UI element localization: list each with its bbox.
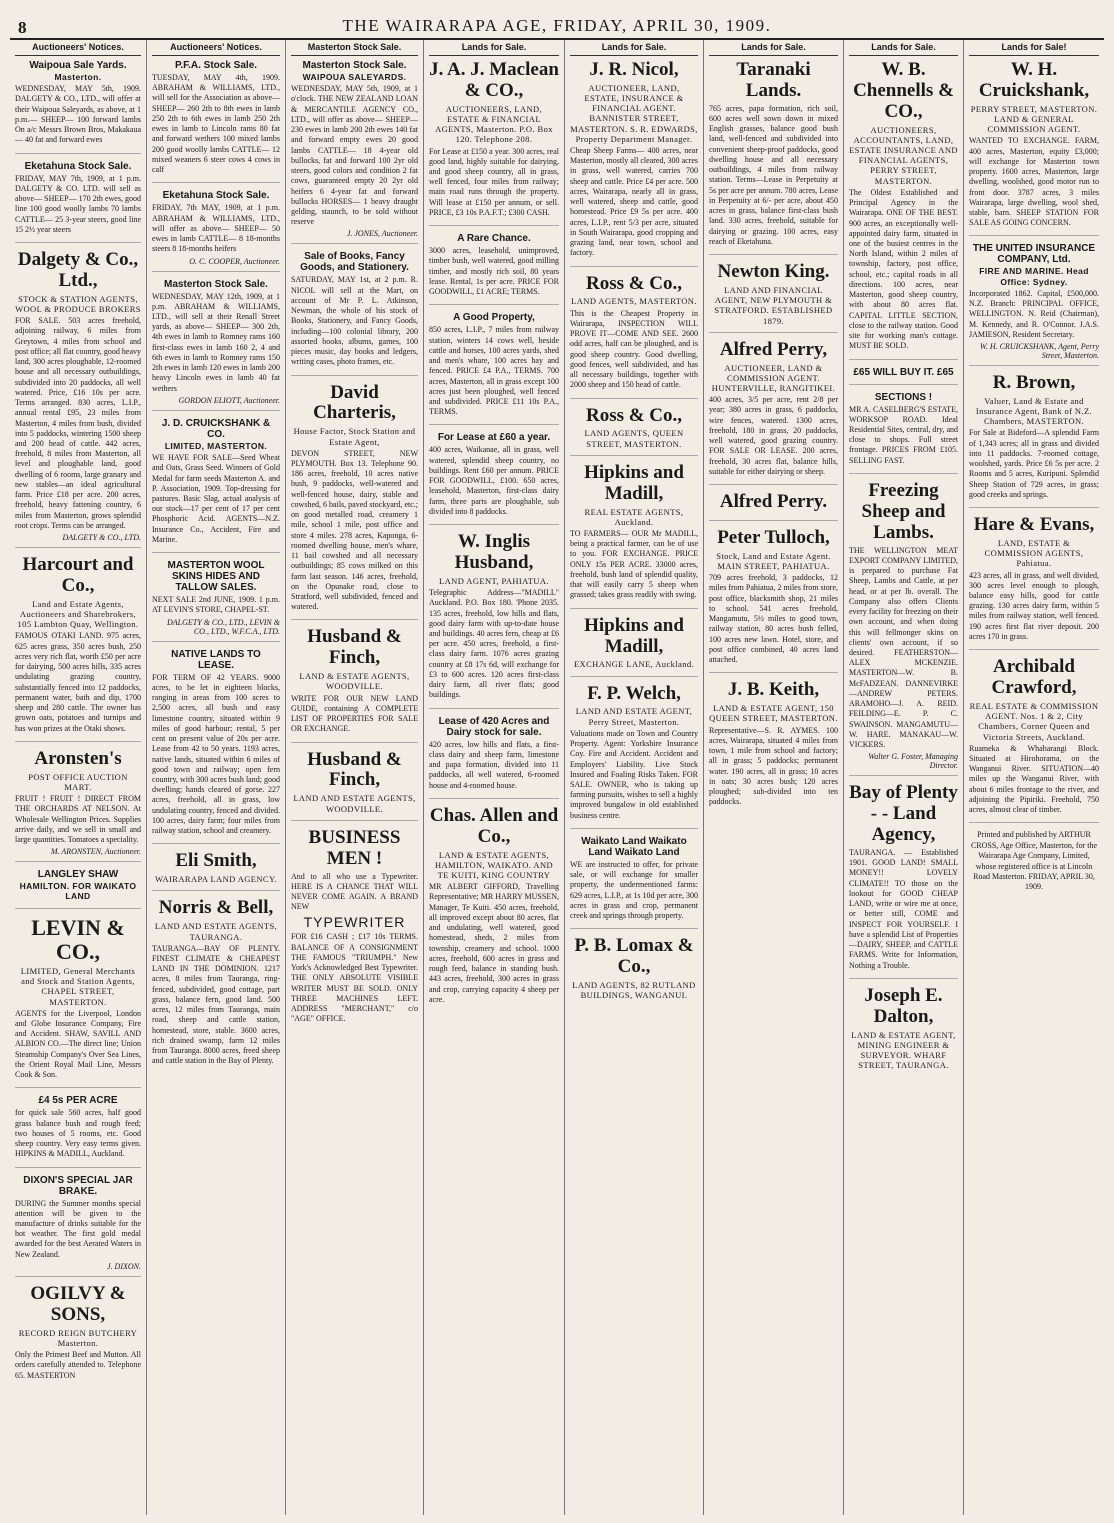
ad-body: TUESDAY, MAY 4th, 1909. ABRAHAM & WILLIAMS, LTD., will sell for the Association as above— SHEEP— 260 2th to 8th ewes in lamb 250 2th to 6th ewes in lamb 250 2th ewes in lamb to Lincoln rams 80 fat and forward wethers 100 mixed lambs 200 good woolly lambs CATTLE— 12 mixed weaners 6 steer cows 4 cows in calf (152, 73, 280, 175)
advertisement (709, 340, 838, 485)
advertisement (969, 515, 1099, 650)
advertisement (849, 481, 958, 776)
ad-title: NATIVE LANDS TO LEASE. (171, 648, 261, 671)
advertisement (15, 1175, 141, 1277)
ad-title: LANGLEY SHAW (37, 869, 119, 881)
advertisement (709, 262, 838, 333)
ad-title: Archibald Crawford, (991, 656, 1077, 699)
ad-signature: W. H. CRUICKSHANK, Agent, Perry Street, Masterton. (979, 342, 1099, 360)
advertisement (291, 60, 418, 244)
ad-subtitle: LAND AND ESTATE AGENTS, TAURANGA. (154, 921, 278, 942)
ad-subtitle: AUCTIONEER, LAND & COMMISSION AGENT. HUNTERVILLE, RANGITIKEI. (711, 362, 836, 393)
column-heading: Auctioneers' Notices. (152, 40, 280, 56)
ad-body: For Lease at £150 a year. 300 acres, real good land, highly suitable for dairying, and good sheep country, all in grass, well fenced, four miles from railway; main road runs through the property. Will lease at £150 per annum, or sell. PRICE, £3 10s P.A.F.T.; £300 CASH. (429, 146, 559, 217)
ad-title: Peter Tulloch, (717, 526, 830, 548)
ad-title: W. B. Chennells & CO., (853, 59, 954, 122)
ad-title: £4 5s PER ACRE (38, 1095, 118, 1107)
ad-title: Eketahuna Stock Sale. (24, 160, 132, 172)
ad-title: LEVIN & CO., (31, 914, 125, 964)
column-1 (10, 40, 147, 1515)
ad-title: J. A. J. Maclean & CO., (429, 59, 559, 101)
ad-body: Incorporated 1862. Capital, £500,000. N.Z. Branch: PRINCIPAL OFFICE, WELLINGTON. N. Reid (Chairman), M. Kennedy, and R. O'Connor. J.A.S. JAMIESON, Resident Secretary. (969, 288, 1099, 339)
ad-body: DEVON STREET, NEW PLYMOUTH. Box 13. Telephone 90. 186 acres, freehold, 10 acres native bush, 9 paddocks, well-watered and well-fenced house, dairy, stable and cowshed, 6 bails, paved stockyard, etc.; on good metalled road, creamery 1 mile, school 1 mile, post office and store 4 miles. 278 acres, Kaponga, 6-roomed dwelling house, men's whare, 11 bail cowshed and all necessary outbuildings; 85 cows milked on this farm last season. 146 acres, freehold, on the Opunake road, close to Stratford, well subdivided, fenced and watered. (291, 448, 418, 612)
advertisement (570, 836, 698, 929)
advertisement (570, 274, 698, 399)
ad-body: WE are instructed to offer, for private sale, or will exchange for smaller property, the undermentioned farms: 629 acres, L.I.P., at 1s 10d per acre, 300 acres in grass and crop, permanent creek and springs through property. (570, 859, 698, 921)
ad-title: P.F.A. Stock Sale. (174, 60, 258, 71)
column-heading: Lands for Sale. (429, 40, 559, 56)
ad-body: 420 acres, low hills and flats, a first-class dairy and sheep farm, limestone and papa formation, divided into 11 paddocks, all well watered, 6-roomed house and 4-roomed house. (429, 739, 559, 790)
ad-title: BUSINESS MEN ! (308, 826, 401, 869)
advertisement (15, 555, 141, 742)
ad-body: 400 acres, Waikanae, all in grass, well watered, splendid sheep country, no buildings. Rent £60 per annum. PRICE FOR GOODWILL, £100. 650 acres, leasehold, Masterton, first-class dairy farm, three parts are ploughable, sub divided into 8 paddocks. (429, 445, 559, 516)
ad-subtitle: POST OFFICE AUCTION MART. (28, 771, 128, 792)
advertisement (849, 367, 958, 385)
ad-body: 765 acres, papa formation, rich soil, 600 acres well sown down in mixed English grasses, balance good bush land, well-fenced and subdivided into convenient sheep-proof paddocks, good dwelling house and all necessary outbuildings, 4 miles from railway station. Terms—Lease in Perpetuity at 5s per acre per annum. 780 acres, Lease in Perpetuity at 6/- per acre, about 450 acres in grass, balance first-class bush land. 330 acres, freehold, suitable for dairying or grazing. 100 acres, easy reach of Eketahuna. (709, 103, 838, 246)
column-3 (286, 40, 424, 1515)
advertisement (969, 60, 1099, 236)
advertisement (152, 649, 280, 845)
ad-body: AGENTS for the Liverpool, London and Globe Insurance Company, Fire and Accident. SHAW, SAVILL AND ALBION CO.—The direct line; Union Steamship Company's Over Sea Lines, the Orient Royal Mail Line, Messrs Cook & Son. (15, 1008, 141, 1080)
ad-body: 709 acres freehold, 3 paddocks, 12 miles from Pahiatua, 2 miles from store, post office, blacksmith shop, 21 miles to school. 541 acres freehold, Mangamutu, 5½ miles to good town, railway station, 80 acres bush felled, 100 acres new lawn. Hotel, store, and post office combined, 40 acres land attached. (709, 573, 838, 665)
ad-body: 423 acres, all in grass, and well divided, 300 acres level enough to plough, balance easy hills, good for cattle grazing. 130 acres dairy farm, within 5 miles from railway station, well fenced. 190 acres first flat river deposit. 200 acres 170 in grass. (969, 570, 1099, 641)
advertisement (570, 936, 698, 1006)
ad-subtitle: LAND AGENTS, MASTERTON. (571, 296, 697, 307)
advertisement (429, 233, 559, 305)
ad-title: Taranaki Lands. (736, 59, 811, 101)
ad-body: TAURANGA. — Established 1901. GOOD LAND! SMALL MONEY!! LOVELY CLIMATE!! TO those on the lookout for GOOD CHEAP LAND, write or wire me at once, or better still, COME and INSPECT FOR YOURSELF. I have a splendid List of Properties—DAIRY, SHEEP, and CATTLE FARMS. Write for Information, Nothing a Trouble. (849, 847, 958, 970)
advertisement (15, 916, 141, 1089)
ad-body: MR A. CASELBERG'S ESTATE, WORKSOP ROAD. Ideal Residential Sites, central, dry, and close to shops. Full street frontage. PRICES FROM £105. SELLING FAST. (849, 404, 959, 465)
ad-subtitle: AUCTIONEERS, ACCOUNTANTS, LAND, ESTATE INSURANCE AND FINANCIAL AGENTS, PERRY STREET, MASTERTON. (849, 124, 958, 186)
advertisement (152, 898, 280, 1073)
advertisement (15, 869, 141, 908)
ad-body: Only the Primest Beef and Mutton. All orders carefully attended to. Telephone 65. MASTERTON (15, 1350, 141, 1380)
ad-title: Harcourt and Co., (22, 554, 134, 596)
advertisement (429, 312, 559, 425)
advertisement (849, 783, 958, 978)
ad-body: Valuations made on Town and Country Property. Agent: Yorkshire Insurance Coy. Fire and Accident. Accident and Employers' Liability. Live Stock Insured and Foaling Risks Taken. FOR SALE. OWNER, who is taking up farming pursuits, wishes to sell a highly improved bungalow in old established business centre. (570, 728, 698, 820)
ad-subtitle: REAL ESTATE & COMMISSION AGENT. Nos. 1 & 2, City Chambers, Corner Queen and Victoria Streets, Auckland. (969, 700, 1099, 742)
ad-title: W. Inglis Husband, (454, 531, 534, 573)
ad-title: MASTERTON WOOL SKINS HIDES AND TALLOW SALES. (167, 560, 265, 594)
ad-subtitle: AUCTIONEER, LAND, ESTATE, INSURANCE & FINANCIAL AGENT. BANNISTER STREET, MASTERTON. S. R. EDWARDS, Property Department Manager. (570, 82, 698, 144)
ad-title: For Lease at £60 a year. (437, 432, 551, 444)
ad-subtitle: WAIPOUA SALEYARDS. (302, 72, 407, 82)
advertisement (429, 60, 559, 226)
ad-body: WANTED TO EXCHANGE. FARM, 400 acres, Masterton, equity £3,000; will exchange for Masterton town property. 1600 acres, Masterton, large dwelling, woolshed, good motor run to front door. 3787 acres, 3 miles Wairarapa, large dwelling, wool shed, stable, barn. SHEEP STATION FOR SALE AS GOING CONCERN. (969, 136, 1099, 228)
ad-subtitle: LAND AND FINANCIAL AGENT, NEW PLYMOUTH & STRATFORD. ESTABLISHED 1879. (714, 284, 833, 326)
ad-title: J. B. Keith, (727, 679, 820, 701)
advertisement (709, 680, 838, 814)
ad-body: WEDNESDAY, MAY 12th, 1909, at 1 p.m. ABRAHAM & WILLIAMS, LTD., will sell at their Renall Street yards, as above— SHEEP— 300 2th, 4th ewes in lamb to Romney rams 160 first-class ewes in lamb 160 2, 4 and 6th ewes in lamb to Romney rams 150 2th ewes in lamb 120 ewes in lamb 200 heavy Lincoln ewes in lamb 40 fat wethers (152, 291, 280, 393)
advertisement (152, 560, 280, 641)
advertisement (291, 750, 418, 821)
ad-body: FOR TERM OF 42 YEARS. 9000 acres, to be let in eighteen blocks, ranging in areas from 100 acres to 2,500 acres, all bush and easy limestone country, situated within 9 miles of good harbour; rental, 5 per cent on present value of 20s per acre. Lease from 42 to 50 years. 1193 acres, native lands, situated within 6 miles of good town and railway; open fern country, with 300 acres bush land; good dwelling; hands cleared of gorse. 227 acres, freehold, all in grass, low undulating country, fenced and divided. 100 acres, dairy farm; four miles from railway station, school and creamery. (152, 672, 280, 836)
ad-subtitle: House Factor, Stock Station and Estate Agent, (293, 426, 416, 447)
advertisement (429, 806, 559, 1012)
ad-body: FRUIT ! FRUIT ! DIRECT FROM THE ORCHARDS AT NELSON. At Wholesale Wellington Prices. Supplies arrive daily, and we sell in small and large quantities. Tomatoes a speciality. (15, 794, 141, 844)
ad-subtitle: Valuer, Land & Estate and Insurance Agent, Bank of N.Z. Chambers, MASTERTON. (975, 395, 1093, 427)
ad-signature: J. DIXON. (107, 1261, 141, 1271)
ad-subtitle: LAND & ESTATE AGENTS, HAMILTON, WAIKATO. AND TE KUITI, KING COUNTRY (434, 849, 554, 880)
ad-title: THE UNITED INSURANCE COMPANY, Ltd. (972, 243, 1096, 266)
ad-title: Norris & Bell, (158, 897, 274, 919)
advertisement (152, 418, 280, 553)
ad-subtitle: Masterton. (54, 72, 102, 82)
column-heading: Auctioneers' Notices. (15, 40, 141, 56)
ad-body: FRIDAY, 7th MAY, 1909, at 1 p.m. ABRAHAM & WILLIAMS, LTD., will offer as above— SHEEP— 50 ewes in lamb CATTLE— 8 18-months steers 8 18-months heifers (152, 203, 280, 254)
advertisement (15, 161, 141, 243)
ad-subtitle: STOCK & STATION AGENTS, WOOL & PRODUCE BROKERS (15, 293, 141, 314)
advertisement (291, 627, 418, 742)
ad-title: DIXON'S SPECIAL JAR BRAKE. (23, 1174, 133, 1197)
ad-body: FRIDAY, MAY 7th, 1909, at 1 p.m. DALGETY & CO. LTD. will sell as above— SHEEP— 170 2th ewes, good line 100 good woolly lambs 70 lambs CATTLE— 25 3-year steers, good line 15 2½ year steers (15, 173, 141, 234)
ad-title: £65 WILL BUY IT. £65 (853, 366, 954, 378)
ad-title: Alfred Perry. (719, 491, 828, 513)
ad-title: W. H. Cruickshank, (978, 59, 1090, 101)
ad-title: Eli Smith, (175, 850, 257, 872)
advertisement (969, 243, 1099, 366)
ad-title: Alfred Perry, (719, 338, 828, 360)
ad-body: 850 acres, L.I.P., 7 miles from railway station, winters 14 cows well, beside cattle and horses, 100 acres yards, shed and men's whare, 100 acres hay and fenced. PRICE £4 P.A., TERMS. 700 acres, Masterton, all in grass except 100 acres just been ploughed, well fenced and subdivided. PRICE £11 10s P.A., TERMS. (429, 325, 559, 417)
column-heading: Lands for Sale. (849, 40, 958, 56)
ad-title: Chas. Allen and Co., (429, 804, 559, 847)
ad-subtitle: Land and Estate Agents, Auctioneers and Sharebrokers, 105 Lambton Quay, Wellington. (17, 598, 139, 630)
column-7 (844, 40, 964, 1515)
ad-title: Waipoua Sale Yards. (29, 60, 127, 71)
ad-subtitle: LAND & ESTATE AGENT, 150 QUEEN STREET, MASTERTON. (709, 703, 838, 724)
page-number: 8 (18, 18, 27, 37)
ad-body: Cheap Sheep Farms— 400 acres, near Masterton, mostly all cleared, 300 acres in grass, well watered, carries 700 sheep and cattle. Price £4 per acre. 500 acres, Wairarapa, nearly all in grass, well watered, sheep and cattle, good homestead. Price £9 5s per acre. 400 acres, L.I.P., rent 5/3 per acre, situated in South Wairarapa, good cropping and grazing land, near town, school and factory. (570, 146, 698, 258)
ad-title: Husband & Finch, (307, 748, 402, 791)
ad-body: FOR SALE. 503 acres freehold, adjoining railway, 6 miles from Greytown, 4 miles from school and post office; all flat country, good heavy land, 300 acres ploughable, 12-roomed house and all necessary outbuildings, subdivided into 20 paddocks, all well watered. Price, £16 10s per acre. Terms arranged. 830 acres, L.I.P., annual rental £95, 23 miles from Masterton, 4 miles from bush, divided into 5 paddocks, wintering 1500 sheep and 200 head of cattle. 442 acres, freehold, 8 miles from Masterton, all level and ploughable land, good dwelling of 6 rooms, large granary and new stables—an ideal agricultural farm. Price £18 per acre. 200 acres, freehold, heavy fattening country, 6 miles from Masterton, grows splendid root crops. Terms can be arranged. (15, 316, 141, 530)
column-5 (565, 40, 704, 1515)
column-2 (147, 40, 286, 1515)
ad-body: WEDNESDAY, MAY 5th, 1909. DALGETY & CO., LTD., will offer at their Waipoua Saleyards, as above, at 1 p.m.— SHEEP— 100 forward lambs On a/c Messrs Brown Bros, Makakaua— 40 fat and forward ewes (15, 84, 141, 145)
ad-body: MR ALBERT GIFFORD, Travelling Representative; MR HARRY MUSSEN, Manager, Te Kuiti. 450 acres, freehold, all improved except about 80 acres, flat and undulating, well watered, good homestead, sheds, 2 miles from township, creamery and school. 1000 acres, freehold, 600 acres in grass and rough feed, balance in standing bush. 443 acres, freehold, 300 acres in grass and crop, carrying capacity 4 sheep per acre. (429, 882, 559, 1004)
ad-subtitle: PERRY STREET, MASTERTON. LAND & GENERAL COMMISSION AGENT. (970, 103, 1098, 135)
ad-body: This is the Cheapest Property in Wairarapa, INSPECTION WILL PROVE IT—COME AND SEE. 2600 odd acres, half can be ploughed, and is good sheep country. Good dwelling, good fences, well subdivided, and has all necessary buildings, together with 2000 sheep and 150 head of cattle. (570, 308, 698, 390)
ad-subtitle: LIMITED, MASTERTON. (164, 440, 268, 451)
advertisement (15, 749, 141, 862)
ad-body-continued: FOR £16 CASH ; £17 10s TERMS. BALANCE OF A CONSIGNMENT THE FAMOUS "TRIUMPH." New York's Acknowledged Best Typewriter. THE ONLY ABSOLUTE VISIBLE WRITER MUST BE SOLD. ONLY THREE MACHINES LEFT. ADDRESS "MERCHANT," c/o "AGE" OFFICE. (291, 932, 418, 1024)
ad-signature: O. C. COOPER, Auctioneer. (189, 256, 280, 266)
ad-title: Ross & Co., (585, 404, 683, 426)
ad-title: Ross & Co., (585, 272, 683, 294)
ad-body: 3000 acres, leasehold, unimproved, timber bush, well watered, good milling timber, and mostly rich soil, 80 years lease. Rental, 1s per acre. PRICE FOR GOODWILL, £1 ACRE; TERMS. (429, 246, 559, 297)
advertisement (570, 616, 698, 677)
advertisement (709, 60, 838, 255)
ad-title: Lease of 420 Acres and Dairy stock for sale. (438, 715, 550, 738)
advertisement (849, 60, 958, 360)
ad-body: SATURDAY, MAY 1st, at 2 p.m. R. NICOL will sell at the Mart, on account of Mr P. L. Atkinson, Newman, the whole of his stock of Books, Stationery, and Fancy Goods, including—100 colonial library, 200 assorted books, albums, games, 100 pieces music, day books and ledgers, writing cases, photo frames, etc. (291, 275, 418, 367)
advertisement (152, 60, 280, 183)
ad-subtitle: LAND & ESTATE AGENTS, WOODVILLE. (299, 671, 410, 692)
ad-body: TAURANGA—BAY OF PLENTY. FINEST CLIMATE & CHEAPEST LAND IN THE DOMINION. 1217 acres, 8 miles from Tauranga, ring-fenced, subdivided, good cottage, part grass, balance fern, good land. 500 acres, 12 miles from Tauranga, main road, sheep and cattle station, homestead, store, stable. 3600 acres, rich drained swamp, farm 12 miles from Tauranga. 8000 acres, freed sheep and cattle station in the Bay of Plenty. (152, 943, 280, 1066)
ad-body: FAMOUS OTAKI LAND. 975 acres, 625 acres grass, 350 acres bush, 250 acres very rich flat, worth £50 per acre for dairying, 500 acres hills, 335 acres undulating grazing country, substantially fenced into 12 paddocks, permanent water, bath and dip, 1700 sheep and 280 cattle. The owner has grown oats, potatoes and turnips and has won prizes at the Otaki shows. (15, 631, 141, 733)
column-heading: Lands for Sale. (570, 40, 698, 56)
ad-subtitle: LIMITED, General Merchants and Stock and Station Agents, CHAPEL STREET, MASTERTON. (20, 965, 136, 1007)
typewriter-heading: TYPEWRITER (303, 914, 406, 931)
column-6 (704, 40, 844, 1515)
ad-signature: DALGETY & CO., LTD. (62, 533, 141, 543)
advertisement (152, 279, 280, 411)
column-heading: Masterton Stock Sale. (291, 40, 418, 56)
column-heading: Lands for Sale! (969, 40, 1099, 56)
ad-title: Joseph E. Dalton, (864, 984, 943, 1027)
ad-subtitle: LAND AGENTS, 82 RUTLAND BUILDINGS, WANGANUI. (572, 980, 696, 1001)
advertisement (15, 1095, 141, 1167)
newspaper-title: THE WAIRARAPA AGE, FRIDAY, APRIL 30, 1909. (342, 16, 772, 35)
ad-subtitle: FIRE AND MARINE. Head Office: Sydney. (979, 266, 1089, 287)
ad-subtitle: EXCHANGE LANE, Auckland. (573, 659, 695, 670)
ad-title: OGILVY & SONS, (30, 1282, 126, 1325)
ad-body: NEXT SALE 2nd JUNE, 1909. 1 p.m. AT LEVIN'S STORE, CHAPEL-ST. (152, 595, 280, 615)
advertisement (570, 684, 698, 829)
ad-signature: Walter G. Foster, Managing Director. (868, 752, 958, 771)
ad-body: DURING the Summer months special attention will be given to the manufacture of drinks suitable for the hot weather. The first gold medal awarded for the best Aerated Waters in New Zealand. (15, 1198, 141, 1259)
advertisement (709, 528, 838, 673)
ad-title: SECTIONS ! (874, 391, 933, 403)
ad-title: A Rare Chance. (457, 233, 531, 245)
ad-subtitle: LAND AGENT, PAHIATUA. (439, 575, 549, 586)
ad-title: Bay of Plenty - - Land Agency, (849, 782, 958, 846)
advertisement (15, 250, 141, 548)
ad-body: Ruameka & Whaharangi Block. Situated at Hirohorama, on the Wanganui River. SITUATION—40 miles up the Wanganui River, with about 6 miles frontage to the river, and adjoining the Pipiriki. Freehold, 750 acres, almost clear of timber. (969, 743, 1099, 815)
ad-body: Representative—S. R. AYMES. 100 acres, Wairarapa, situated 4 miles from town, 1 mile from school and factory; all in grass; 5 paddocks; permanent water. 190 acres, all in grass; 10 acres in oats; 30 acres bush; 120 acres ploughed; sub-divided into ten paddocks. (709, 725, 838, 807)
ad-body: 400 acres, 3/5 per acre, rent 2/8 per year; 380 acres in grass, 6 paddocks, wire fences, watered. 1300 acres, freehold, 180 in grass, 20 paddocks, well watered, good grazing country. FOR SALE OR LEASE. 200 acres, freehold, 30 acres flat, balance hills, suitable for either dairying or sheep. (709, 395, 838, 476)
ad-title: Waikato Land Waikato Land Waikato Land (581, 835, 687, 858)
advertisement (709, 492, 838, 521)
advertisement (291, 828, 418, 1032)
ad-title: Sale of Books, Fancy Goods, and Stationery. (300, 251, 409, 274)
advertisement (291, 383, 418, 621)
ad-body: THE WELLINGTON MEAT EXPORT COMPANY LIMITED, is prepared to purchase Fat Sheep, Lambs and Cattle, at per head, or at per lb. overall. The Company also offers Clients every facility for freezing on their own account, and when doing this will fellmonger skins on clients' own account, if so desired. FEATHERSTON—ALEX MCKENZIE. MASTERTON—W. B. McFADZEAN. DANNEVIRKE—ANDREW PETERS. ARAMOHO—J. A. REID. FEILDING—E. P. C. SWAINSON. MANGAMUTU—W. HARE. MANAKAU—W. VICKERS. (849, 545, 958, 750)
ad-title: F. P. Welch, (587, 682, 681, 704)
ad-title: R. Brown, (992, 372, 1076, 393)
advertisement (152, 190, 280, 271)
ad-title: Hare & Evans, (973, 514, 1095, 536)
ad-title: J. D. CRUICKSHANK & CO. (161, 417, 271, 440)
ad-title: Husband & Finch, (307, 626, 402, 669)
ad-signature: M. ARONSTEN, Auctioneer. (50, 847, 141, 857)
ad-subtitle: LAND AND ESTATE AGENTS, WOODVILLE. (293, 793, 416, 814)
ad-title: A Good Property, (453, 312, 535, 324)
ad-subtitle: WAIRARAPA LAND AGENCY. (155, 874, 277, 885)
ad-title: David Charteris, (313, 381, 396, 424)
ad-title: Newton King. (717, 261, 830, 283)
advertisement (570, 60, 698, 267)
ad-body: And to all who use a Typewriter. HERE IS A CHANCE THAT WILL NEVER COME AGAIN. A BRAND NEW (291, 871, 418, 912)
advertisement (849, 986, 958, 1077)
advertisement (969, 373, 1099, 508)
ad-title: Masterton Stock Sale. (302, 60, 407, 71)
ad-title: Freezing Sheep and Lambs. (861, 479, 946, 543)
ad-subtitle: HAMILTON. FOR WAIKATO LAND (19, 881, 137, 902)
printer-imprint: Printed and published by ARTHUR CROSS, Age Office, Masterton, for the Wairarapa Age Company, Limited, whose registered office is at Lincoln Road Masterton. FRIDAY, APRIL 30, 1909. (970, 830, 1098, 892)
advertisement (152, 851, 280, 891)
ad-title: Dalgety & Co., Ltd., (17, 249, 139, 291)
ad-body: for quick sale 560 acres, half good grass balance bush and rough feed; two houses of 5 rooms, etc. Good sheep country. Very easy terms given. HIPKINS & MADILL, Auckland. (15, 1108, 141, 1159)
ad-title: Eketahuna Stock Sale. (162, 190, 270, 202)
masthead (10, 12, 1104, 40)
ad-title: J. R. Nicol, (589, 59, 679, 80)
ad-body: WRITE FOR OUR NEW LAND GUIDE, containing A COMPLETE LIST OF PROPERTIES FOR SALE OR EXCHANGE. (291, 693, 418, 734)
ad-subtitle: LAND AND ESTATE AGENT, Perry Street, Masterton. (575, 706, 693, 727)
advertisement (291, 251, 418, 375)
ad-body: WEDNESDAY, MAY 5th, 1909, at 1 o'clock. THE NEW ZEALAND LOAN & MERCANTILE AGENCY CO., LTD., will offer as above— SHEEP— 230 ewes in lamb 200 2th ewes 140 fat and forward empty ewes 20 good lambs CATTLE— 18 4-year old bullocks, fat and forward 100 2yr old steers, good colors and condition 2 fat cows, guaranteed empty 20 2yr old heifers 6 4-year fat and forward bullocks HORSES— 1 heavy draught gelding, staunch, to be sold without reserve (291, 84, 418, 227)
ad-signature: GORDON ELIOTT, Auctioneer. (178, 395, 280, 405)
advertisement (15, 60, 141, 154)
advertisement (429, 532, 559, 709)
ad-title: Hipkins and Madill, (584, 614, 684, 657)
ad-body: TO FARMERS— OUR Mr MADILL, being a practical farmer, can be of use to you. FOR EXCHANGE. PRICE ONLY 15s PER ACRE. 33000 acres, freehold, bush land of splendid quality, that will easily carry 5 sheep when grassed; takes grass readily with swing. (570, 528, 698, 600)
ad-subtitle: AUCTIONEERS, LAND, ESTATE & FINANCIAL AGENTS, Masterton. P.O. Box 120. Telephone 208. (435, 103, 553, 145)
advertisement (969, 657, 1099, 823)
ad-body: WE HAVE FOR SALE—Seed Wheat and Oats, Grass Seed. Winners of Gold Medal for farm seeds Masterton A. and P. Association, 1909. Top-dressing for pastures. Basic Slag, actual analysis of our stock—17 per cent of 17 per cent Phosphoric Acid. AGENTS—N.Z. Insurance Co., Accident, Fire and Marine. (152, 453, 280, 544)
ad-body: The Oldest Established and Principal Agency in the Wairarapa. ONE OF THE BEST. 900 acres, an exceptionally well-appointed dairy farm, situated in one of the busiest centres in the North Island, within 2 miles of township, factory, post office, school, etc.; capital roads in all directions. 100 acres, near Masterton, good sheep country, with about 80 acres flat. CAPITAL LITTLE SECTION, close to the railway station. Good site for working man's cottage. MUST BE SOLD. (849, 187, 958, 351)
advertisement (849, 392, 958, 474)
ad-subtitle: RECORD REIGN BUTCHERY Masterton. (18, 1327, 138, 1348)
ad-title: Masterton Stock Sale. (164, 278, 268, 290)
columns (10, 40, 1104, 1515)
ad-body: Telegraphic Address—"MADILL" Auckland. P.O. Box 180. 'Phone 2035. 135 acres, freehold, low hills and flats, good dairy farm with up-to-date house and buildings. 40 acres fern, cheap at £6 per acre. 450 acres, freehold, a first-class dairy farm. 1076 acres grazing country at £8 17s 6d, will exchange for £3 to 600 acres. 120 acres first-class dairy farm, all river flats; good buildings. (429, 588, 559, 700)
ad-title: Hipkins and Madill, (584, 461, 684, 504)
column-8 (964, 40, 1104, 1515)
advertisement (429, 432, 559, 525)
advertisement (429, 716, 559, 799)
column-heading: Lands for Sale. (709, 40, 838, 56)
ad-title: P. B. Lomax & Co., (574, 935, 694, 978)
ad-body: For Sale at Bideford—A splendid Farm of 1,343 acres; all in grass and divided into 11 paddocks. 7-roomed cottage, woolshed, yards. Price £6 5s per acre. 2 Rooms and 5 acres, Kuripuni. Splendid Sheep Station of 729 acres, in grass; good creeks and springs. (969, 428, 1099, 499)
ad-subtitle: Stock, Land and Estate Agent. MAIN STREET, PAHIATUA. (716, 550, 831, 571)
ad-title: Aronsten's (34, 747, 122, 769)
ad-signature: J. JONES, Auctioneer. (346, 229, 418, 239)
ad-subtitle: LAND AGENTS, QUEEN STREET, MASTERTON. (584, 428, 684, 449)
advertisement (15, 1284, 141, 1388)
ad-subtitle: LAND, ESTATE & COMMISSION AGENTS, Pahiatua. (984, 537, 1084, 569)
column-4 (424, 40, 565, 1515)
ad-subtitle: REAL ESTATE AGENTS, Auckland. (584, 506, 684, 527)
ad-subtitle: LAND & ESTATE AGENT, MINING ENGINEER & SURVEYOR. WHARF STREET, TAURANGA. (851, 1029, 956, 1071)
ad-signature: DALGETY & CO., LTD., LEVIN & CO., LTD., W.F.C.A., LTD. (167, 617, 280, 636)
advertisement (570, 406, 698, 456)
advertisement (570, 463, 698, 609)
